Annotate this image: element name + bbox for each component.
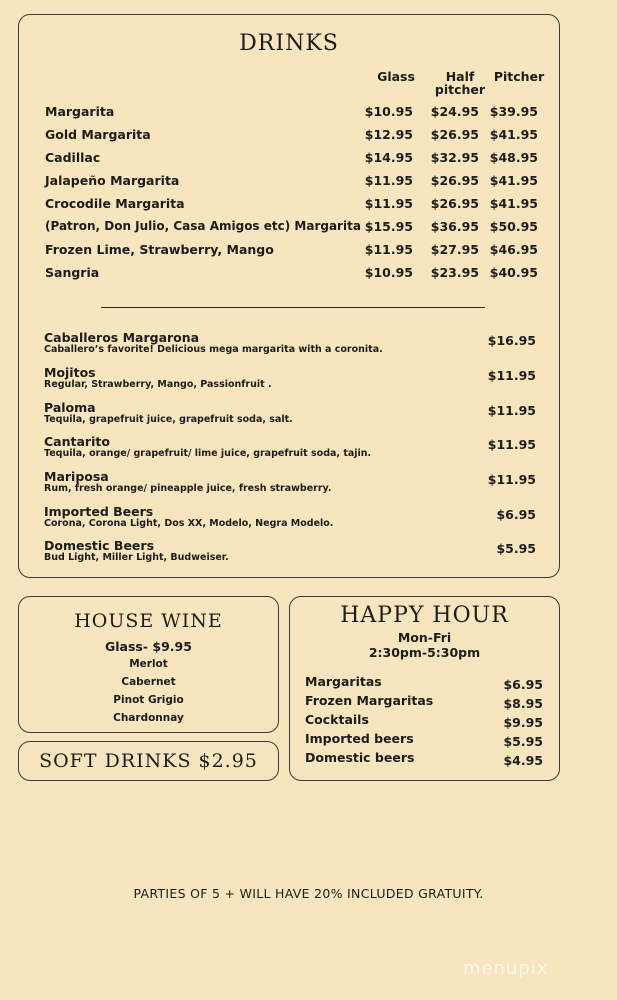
special-description: Tequila, orange/ grapefruit/ lime juice, grapefruit soda, tajin. — [44, 448, 372, 459]
drink-name: Gold Margarita — [45, 127, 151, 142]
price-pitcher: $41.95 — [489, 127, 538, 142]
special-name: Domestic Beers — [44, 538, 155, 553]
drinks-section — [18, 14, 560, 578]
price-half: $26.95 — [430, 196, 479, 211]
price-pitcher: $50.95 — [489, 219, 538, 234]
happy-hour-item-name: Domestic beers — [305, 750, 415, 765]
happy-hour-item-name: Imported beers — [305, 731, 414, 746]
price-pitcher: $41.95 — [489, 173, 538, 188]
wine-item: Chardonnay — [113, 712, 184, 724]
happy-hour-item-name: Cocktails — [305, 712, 369, 727]
drink-name: Crocodile Margarita — [45, 196, 185, 211]
happy-hour-section — [289, 596, 560, 781]
price-pitcher: $48.95 — [489, 150, 538, 165]
house-wine-title: HOUSE WINE — [74, 610, 223, 632]
price-glass: $11.95 — [364, 196, 413, 211]
column-header-half-pitcher: Half pitcher — [434, 69, 486, 97]
price-half: $26.95 — [430, 173, 479, 188]
special-name: Cantarito — [44, 434, 110, 449]
house-wine-section — [18, 596, 279, 733]
drink-row — [19, 150, 559, 168]
happy-hour-time: 2:30pm-5:30pm — [368, 645, 481, 660]
special-description: Regular, Strawberry, Mango, Passionfruit . — [44, 379, 272, 390]
drink-row — [19, 196, 559, 214]
column-header-glass: Glass — [377, 69, 415, 84]
price-half: $27.95 — [430, 242, 479, 257]
price-half: $23.95 — [430, 265, 479, 280]
drink-row — [19, 242, 559, 260]
special-name: Mariposa — [44, 469, 109, 484]
price-glass: $12.95 — [364, 127, 413, 142]
column-header-pitcher: Pitcher — [493, 69, 545, 84]
special-name: Imported Beers — [44, 504, 154, 519]
special-price: $11.95 — [487, 368, 536, 383]
happy-hour-title: HAPPY HOUR — [340, 603, 509, 628]
happy-hour-days: Mon-Fri — [397, 630, 452, 645]
special-name: Caballeros Margarona — [44, 330, 200, 345]
special-description: Rum, fresh orange/ pineapple juice, fresh strawberry. — [44, 483, 332, 494]
section-divider — [101, 307, 485, 308]
happy-hour-item-price: $9.95 — [503, 715, 543, 730]
wine-item: Merlot — [129, 658, 168, 670]
special-description: Caballero’s favorite! Delicious mega margarita with a coronita. — [44, 344, 383, 355]
special-description: Corona, Corona Light, Dos XX, Modelo, Negra Modelo. — [44, 518, 334, 529]
drink-name: Frozen Lime, Strawberry, Mango — [45, 242, 274, 257]
drink-name: Margarita — [45, 104, 115, 119]
special-price: $11.95 — [487, 437, 536, 452]
drink-name: Cadillac — [45, 150, 101, 165]
special-description: Bud Light, Miller Light, Budweiser. — [44, 552, 229, 563]
price-half: $36.95 — [430, 219, 479, 234]
special-price: $11.95 — [487, 472, 536, 487]
price-pitcher: $41.95 — [489, 196, 538, 211]
special-price: $6.95 — [496, 507, 536, 522]
gratuity-note: PARTIES OF 5 + WILL HAVE 20% INCLUDED GRATUITY. — [133, 886, 484, 901]
drink-row — [19, 265, 559, 283]
wine-item: Cabernet — [121, 676, 176, 688]
drink-row — [19, 219, 559, 237]
price-half: $26.95 — [430, 127, 479, 142]
special-name: Mojitos — [44, 365, 96, 380]
happy-hour-item-price: $6.95 — [503, 677, 543, 692]
drinks-title: DRINKS — [239, 31, 339, 56]
drink-row — [19, 127, 559, 145]
price-half: $24.95 — [430, 104, 479, 119]
soft-drinks-title: SOFT DRINKS $2.95 — [39, 750, 258, 772]
price-glass: $11.95 — [364, 242, 413, 257]
price-glass: $15.95 — [364, 219, 413, 234]
house-wine-glass-price: Glass- $9.95 — [105, 639, 192, 654]
happy-hour-item-price: $8.95 — [503, 696, 543, 711]
happy-hour-item-price: $4.95 — [503, 753, 543, 768]
price-pitcher: $39.95 — [489, 104, 538, 119]
special-price: $5.95 — [496, 541, 536, 556]
price-half: $32.95 — [430, 150, 479, 165]
special-price: $11.95 — [487, 403, 536, 418]
drink-name: Sangria — [45, 265, 100, 280]
happy-hour-item-name: Margaritas — [305, 674, 382, 689]
watermark-logo: menupix — [463, 958, 549, 979]
drink-name: (Patron, Don Julio, Casa Amigos etc) Margarita — [45, 219, 361, 233]
drink-row — [19, 104, 559, 122]
price-glass: $10.95 — [364, 104, 413, 119]
special-description: Tequila, grapefruit juice, grapefruit soda, salt. — [44, 414, 293, 425]
happy-hour-item-price: $5.95 — [503, 734, 543, 749]
price-glass: $14.95 — [364, 150, 413, 165]
soft-drinks-section — [18, 741, 279, 781]
price-glass: $11.95 — [364, 173, 413, 188]
price-glass: $10.95 — [364, 265, 413, 280]
special-price: $16.95 — [487, 333, 536, 348]
happy-hour-item-name: Frozen Margaritas — [305, 693, 434, 708]
drink-name: Jalapeño Margarita — [45, 173, 180, 188]
special-name: Paloma — [44, 400, 96, 415]
price-pitcher: $46.95 — [489, 242, 538, 257]
drink-row — [19, 173, 559, 191]
price-pitcher: $40.95 — [489, 265, 538, 280]
wine-item: Pinot Grigio — [113, 694, 184, 706]
